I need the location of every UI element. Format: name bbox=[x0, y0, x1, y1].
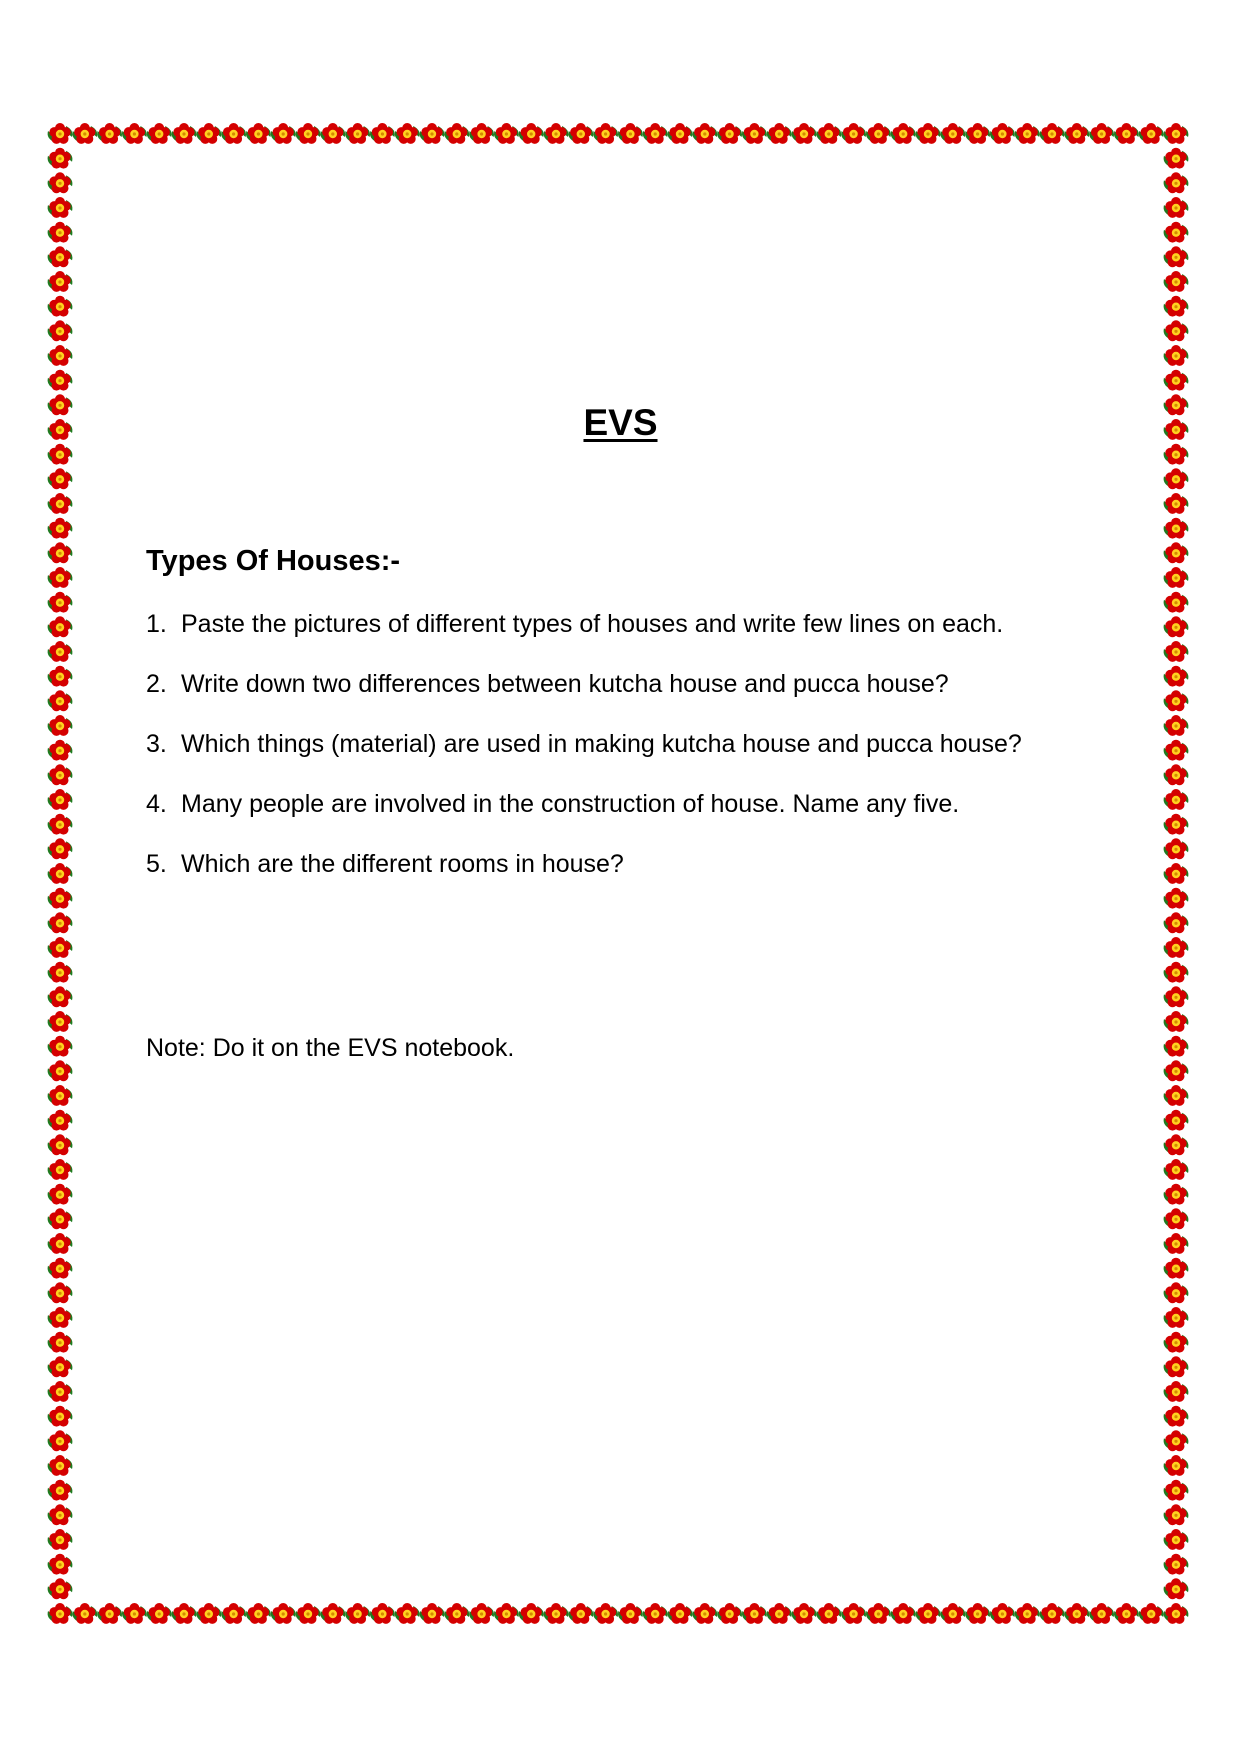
flower-icon bbox=[196, 123, 221, 144]
flower-icon bbox=[1164, 1208, 1189, 1229]
flower-icon bbox=[48, 1011, 73, 1032]
flower-icon bbox=[1164, 1110, 1189, 1131]
flower-icon bbox=[1164, 1356, 1189, 1377]
flower-icon bbox=[990, 123, 1015, 144]
flower-icon bbox=[916, 1603, 941, 1624]
flower-icon bbox=[618, 123, 643, 144]
flower-icon bbox=[1164, 1480, 1189, 1501]
flower-icon bbox=[469, 1603, 494, 1624]
flower-icon bbox=[1164, 814, 1189, 835]
page-title: EVS bbox=[583, 402, 658, 443]
flower-icon bbox=[1164, 1258, 1189, 1279]
flower-icon bbox=[1164, 1554, 1189, 1575]
flower-icon bbox=[1164, 1282, 1189, 1303]
question-number: 4. bbox=[146, 790, 167, 818]
flower-icon bbox=[1064, 1603, 1089, 1624]
flower-icon bbox=[48, 1480, 73, 1501]
flower-icon bbox=[1164, 1332, 1189, 1353]
flower-icon bbox=[519, 1603, 544, 1624]
flower-icon bbox=[643, 123, 668, 144]
flower-icon bbox=[48, 320, 73, 341]
flower-icon bbox=[296, 123, 321, 144]
flower-icon bbox=[1040, 123, 1065, 144]
flower-icon bbox=[1164, 493, 1189, 514]
question-number: 1. bbox=[146, 610, 167, 638]
flower-icon bbox=[48, 690, 73, 711]
flower-icon bbox=[320, 123, 345, 144]
question-number: 3. bbox=[146, 730, 167, 758]
flower-icon bbox=[48, 1430, 73, 1451]
flower-icon bbox=[1114, 1603, 1139, 1624]
flower-icon bbox=[841, 123, 866, 144]
flower-icon bbox=[48, 1332, 73, 1353]
flower-icon bbox=[1164, 715, 1189, 736]
flower-icon bbox=[1164, 1085, 1189, 1106]
flower-icon bbox=[48, 1036, 73, 1057]
flower-icon bbox=[48, 641, 73, 662]
flower-icon bbox=[1164, 1603, 1189, 1624]
flower-icon bbox=[48, 789, 73, 810]
flower-icon bbox=[668, 1603, 693, 1624]
flower-icon bbox=[48, 345, 73, 366]
flower-icon bbox=[1164, 1406, 1189, 1427]
flower-icon bbox=[48, 1455, 73, 1476]
section-heading: Types Of Houses:- bbox=[146, 545, 401, 577]
flower-icon bbox=[48, 542, 73, 563]
flower-icon bbox=[48, 863, 73, 884]
flower-icon bbox=[48, 1060, 73, 1081]
flower-icon bbox=[767, 123, 792, 144]
flower-icon bbox=[48, 567, 73, 588]
flower-icon bbox=[742, 123, 767, 144]
flower-icon bbox=[48, 1159, 73, 1180]
flower-icon bbox=[1139, 123, 1164, 144]
flower-icon bbox=[742, 1603, 767, 1624]
flower-icon bbox=[48, 172, 73, 193]
flower-icon bbox=[48, 764, 73, 785]
flower-icon bbox=[965, 123, 990, 144]
flower-icon bbox=[1164, 1011, 1189, 1032]
question-text: Write down two differences between kutcha house and pucca house? bbox=[181, 670, 949, 698]
flower-icon bbox=[48, 1085, 73, 1106]
flower-icon bbox=[444, 1603, 469, 1624]
flower-icon bbox=[48, 370, 73, 391]
flower-icon bbox=[48, 493, 73, 514]
flower-icon bbox=[420, 123, 445, 144]
flower-icon bbox=[97, 123, 122, 144]
flower-icon bbox=[668, 123, 693, 144]
flower-icon bbox=[1164, 690, 1189, 711]
flower-icon bbox=[48, 1504, 73, 1525]
flower-icon bbox=[72, 123, 97, 144]
flower-icon bbox=[48, 715, 73, 736]
flower-icon bbox=[1164, 616, 1189, 637]
flower-icon bbox=[444, 123, 469, 144]
flower-icon bbox=[544, 123, 569, 144]
flower-icon bbox=[618, 1603, 643, 1624]
flower-icon bbox=[1015, 1603, 1040, 1624]
question-number: 5. bbox=[146, 850, 167, 878]
flower-icon bbox=[692, 123, 717, 144]
flower-icon bbox=[1164, 345, 1189, 366]
flower-icon bbox=[940, 1603, 965, 1624]
flower-icon bbox=[891, 123, 916, 144]
flower-icon bbox=[48, 616, 73, 637]
flower-icon bbox=[122, 1603, 147, 1624]
flower-icon bbox=[48, 246, 73, 267]
flower-icon bbox=[345, 1603, 370, 1624]
flower-icon bbox=[1015, 123, 1040, 144]
flower-icon bbox=[1040, 1603, 1065, 1624]
flower-icon bbox=[221, 123, 246, 144]
flower-icon bbox=[48, 888, 73, 909]
flower-icon bbox=[519, 123, 544, 144]
flower-icon bbox=[48, 838, 73, 859]
flower-icon bbox=[891, 1603, 916, 1624]
flower-icon bbox=[48, 468, 73, 489]
flower-icon bbox=[965, 1603, 990, 1624]
flower-icon bbox=[48, 666, 73, 687]
flower-icon bbox=[48, 518, 73, 539]
flower-icon bbox=[544, 1603, 569, 1624]
flower-icon bbox=[866, 123, 891, 144]
flower-icon bbox=[48, 1356, 73, 1377]
flower-icon bbox=[692, 1603, 717, 1624]
flower-icon bbox=[1164, 123, 1189, 144]
flower-icon bbox=[1114, 123, 1139, 144]
flower-icon bbox=[767, 1603, 792, 1624]
flower-icon bbox=[420, 1603, 445, 1624]
flower-icon bbox=[1164, 222, 1189, 243]
flower-icon bbox=[593, 123, 618, 144]
flower-icon bbox=[1164, 740, 1189, 761]
flower-icon bbox=[1089, 1603, 1114, 1624]
flower-icon bbox=[320, 1603, 345, 1624]
flower-icon bbox=[48, 1529, 73, 1550]
flower-icon bbox=[48, 148, 73, 169]
flower-icon bbox=[48, 814, 73, 835]
flower-icon bbox=[345, 123, 370, 144]
flower-icon bbox=[271, 1603, 296, 1624]
flower-icon bbox=[246, 123, 271, 144]
flower-icon bbox=[48, 1406, 73, 1427]
flower-icon bbox=[271, 123, 296, 144]
flower-icon bbox=[48, 1282, 73, 1303]
flower-icon bbox=[48, 1134, 73, 1155]
question-item bbox=[146, 786, 1022, 846]
flower-icon bbox=[593, 1603, 618, 1624]
flower-icon bbox=[196, 1603, 221, 1624]
flower-icon bbox=[122, 123, 147, 144]
flower-icon bbox=[48, 296, 73, 317]
flower-icon bbox=[1164, 912, 1189, 933]
flower-icon bbox=[1164, 1430, 1189, 1451]
flower-icon bbox=[1164, 542, 1189, 563]
flower-icon bbox=[1164, 592, 1189, 613]
flower-icon bbox=[1164, 1504, 1189, 1525]
flower-icon bbox=[1164, 1307, 1189, 1328]
flower-icon bbox=[1164, 468, 1189, 489]
flower-icon bbox=[48, 986, 73, 1007]
flower-icon bbox=[147, 1603, 172, 1624]
flower-icon bbox=[48, 1307, 73, 1328]
flower-icon bbox=[1164, 1060, 1189, 1081]
flower-icon bbox=[568, 123, 593, 144]
flower-icon bbox=[172, 123, 197, 144]
flower-icon bbox=[1164, 1159, 1189, 1180]
question-number: 2. bbox=[146, 670, 167, 698]
flower-icon bbox=[1139, 1603, 1164, 1624]
flower-icon bbox=[1164, 296, 1189, 317]
flower-icon bbox=[940, 123, 965, 144]
flower-icon bbox=[97, 1603, 122, 1624]
flower-icon bbox=[1164, 1036, 1189, 1057]
flower-icon bbox=[1164, 1233, 1189, 1254]
flower-icon bbox=[1164, 641, 1189, 662]
flower-icon bbox=[1164, 567, 1189, 588]
flower-icon bbox=[1164, 838, 1189, 859]
flower-icon bbox=[841, 1603, 866, 1624]
flower-icon bbox=[1164, 1529, 1189, 1550]
flower-icon bbox=[48, 1233, 73, 1254]
flower-icon bbox=[1164, 1184, 1189, 1205]
flower-icon bbox=[1064, 123, 1089, 144]
flower-icon bbox=[48, 1184, 73, 1205]
question-text: Which things (material) are used in making kutcha house and pucca house? bbox=[181, 730, 1022, 758]
flower-icon bbox=[1164, 666, 1189, 687]
flower-icon bbox=[1164, 1578, 1189, 1599]
flower-icon bbox=[816, 123, 841, 144]
flower-icon bbox=[246, 1603, 271, 1624]
flower-icon bbox=[469, 123, 494, 144]
flower-icon bbox=[717, 1603, 742, 1624]
flower-icon bbox=[990, 1603, 1015, 1624]
flower-icon bbox=[494, 1603, 519, 1624]
flower-icon bbox=[48, 1554, 73, 1575]
flower-icon bbox=[72, 1603, 97, 1624]
flower-icon bbox=[792, 123, 817, 144]
flower-icon bbox=[494, 123, 519, 144]
flower-icon bbox=[568, 1603, 593, 1624]
flower-icon bbox=[1089, 123, 1114, 144]
flower-icon bbox=[370, 123, 395, 144]
flower-icon bbox=[1164, 370, 1189, 391]
flower-icon bbox=[48, 740, 73, 761]
flower-icon bbox=[370, 1603, 395, 1624]
question-item bbox=[146, 726, 1022, 786]
flower-icon bbox=[643, 1603, 668, 1624]
flower-icon bbox=[1164, 888, 1189, 909]
flower-icon bbox=[1164, 320, 1189, 341]
flower-icon bbox=[866, 1603, 891, 1624]
flower-icon bbox=[221, 1603, 246, 1624]
flower-icon bbox=[395, 123, 420, 144]
flower-icon bbox=[48, 1110, 73, 1131]
flower-icon bbox=[48, 123, 73, 144]
flower-icon bbox=[48, 1578, 73, 1599]
flower-icon bbox=[48, 222, 73, 243]
flower-icon bbox=[48, 937, 73, 958]
flower-icon bbox=[916, 123, 941, 144]
flower-icon bbox=[48, 444, 73, 465]
flower-icon bbox=[717, 123, 742, 144]
flower-icon bbox=[48, 1258, 73, 1279]
question-list bbox=[146, 606, 1022, 906]
flower-icon bbox=[395, 1603, 420, 1624]
question-text: Which are the different rooms in house? bbox=[181, 850, 624, 878]
flower-icon bbox=[48, 1208, 73, 1229]
question-item bbox=[146, 606, 1022, 666]
flower-icon bbox=[1164, 962, 1189, 983]
flower-icon bbox=[1164, 1455, 1189, 1476]
flower-icon bbox=[1164, 863, 1189, 884]
flower-icon bbox=[48, 962, 73, 983]
note-text: Note: Do it on the EVS notebook. bbox=[146, 1034, 515, 1062]
flower-icon bbox=[172, 1603, 197, 1624]
question-item bbox=[146, 666, 1022, 726]
flower-icon bbox=[1164, 271, 1189, 292]
flower-icon bbox=[1164, 518, 1189, 539]
flower-icon bbox=[1164, 246, 1189, 267]
flower-icon bbox=[1164, 986, 1189, 1007]
flower-icon bbox=[48, 1603, 73, 1624]
flower-icon bbox=[1164, 789, 1189, 810]
flower-icon bbox=[296, 1603, 321, 1624]
question-item bbox=[146, 846, 1022, 906]
flower-icon bbox=[792, 1603, 817, 1624]
flower-icon bbox=[1164, 197, 1189, 218]
flower-icon bbox=[48, 912, 73, 933]
flower-icon bbox=[1164, 937, 1189, 958]
flower-icon bbox=[1164, 764, 1189, 785]
flower-icon bbox=[816, 1603, 841, 1624]
flower-icon bbox=[48, 197, 73, 218]
question-text: Paste the pictures of different types of houses and write few lines on each. bbox=[181, 610, 1004, 638]
flower-icon bbox=[147, 123, 172, 144]
flower-icon bbox=[48, 1381, 73, 1402]
flower-icon bbox=[48, 271, 73, 292]
flower-icon bbox=[1164, 148, 1189, 169]
flower-icon bbox=[1164, 1134, 1189, 1155]
question-text: Many people are involved in the construction of house. Name any five. bbox=[181, 790, 960, 818]
flower-icon bbox=[1164, 172, 1189, 193]
flower-icon bbox=[1164, 1381, 1189, 1402]
flower-icon bbox=[1164, 444, 1189, 465]
flower-icon bbox=[48, 592, 73, 613]
